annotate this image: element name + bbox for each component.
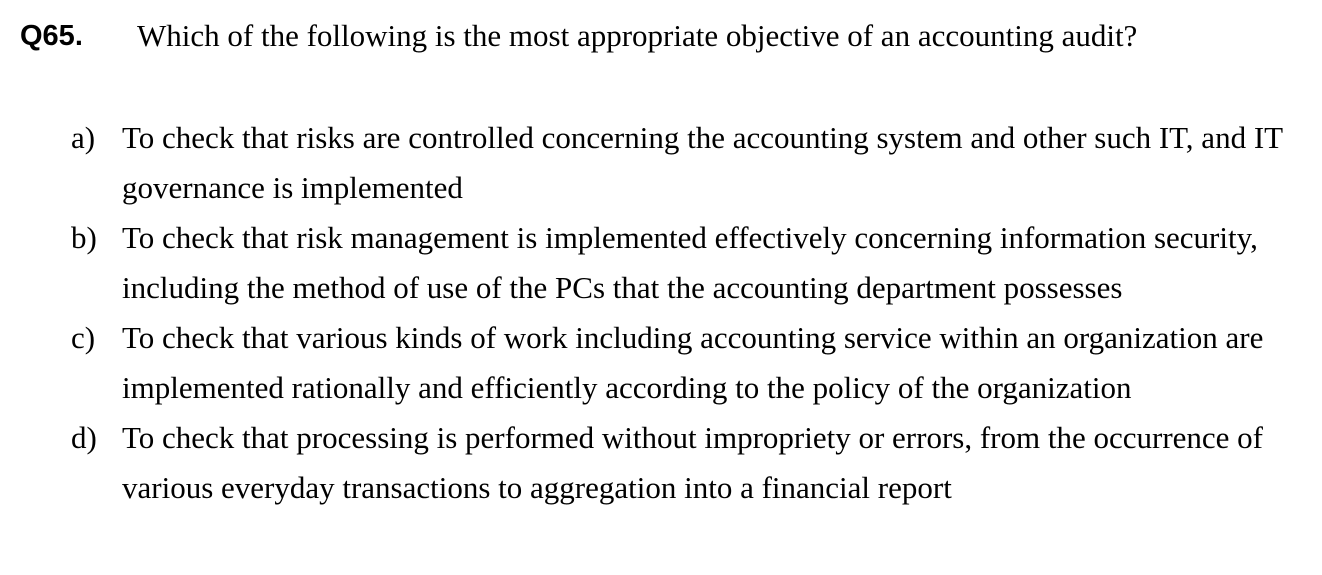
option-c-text: To check that various kinds of work including accounting service within an organization are implemented rationally and efficiently according to the policy of the organization [122,320,1264,405]
option-a-label: a) [71,120,96,155]
answer-options-list [71,113,1316,513]
option-a [71,113,1316,213]
option-b-text: To check that risk management is implemented effectively concerning information security, including the method of use of the PCs that the accounting department possesses [122,220,1258,305]
option-d-text: To check that processing is performed without impropriety or errors, from the occurrence of various everyday transactions to aggregation into a financial report [122,420,1263,505]
option-b [71,213,1316,313]
option-c-label: c) [71,320,96,355]
question-text: Which of the following is the most appropriate objective of an accounting audit? [137,18,1138,53]
option-d-label: d) [71,420,97,455]
question-header [20,14,1137,58]
option-c [71,313,1316,413]
option-d [71,413,1316,513]
option-a-text: To check that risks are controlled concerning the accounting system and other such IT, and IT governance is implemented [122,120,1283,205]
question-number: Q65. [20,20,83,52]
option-b-label: b) [71,220,97,255]
